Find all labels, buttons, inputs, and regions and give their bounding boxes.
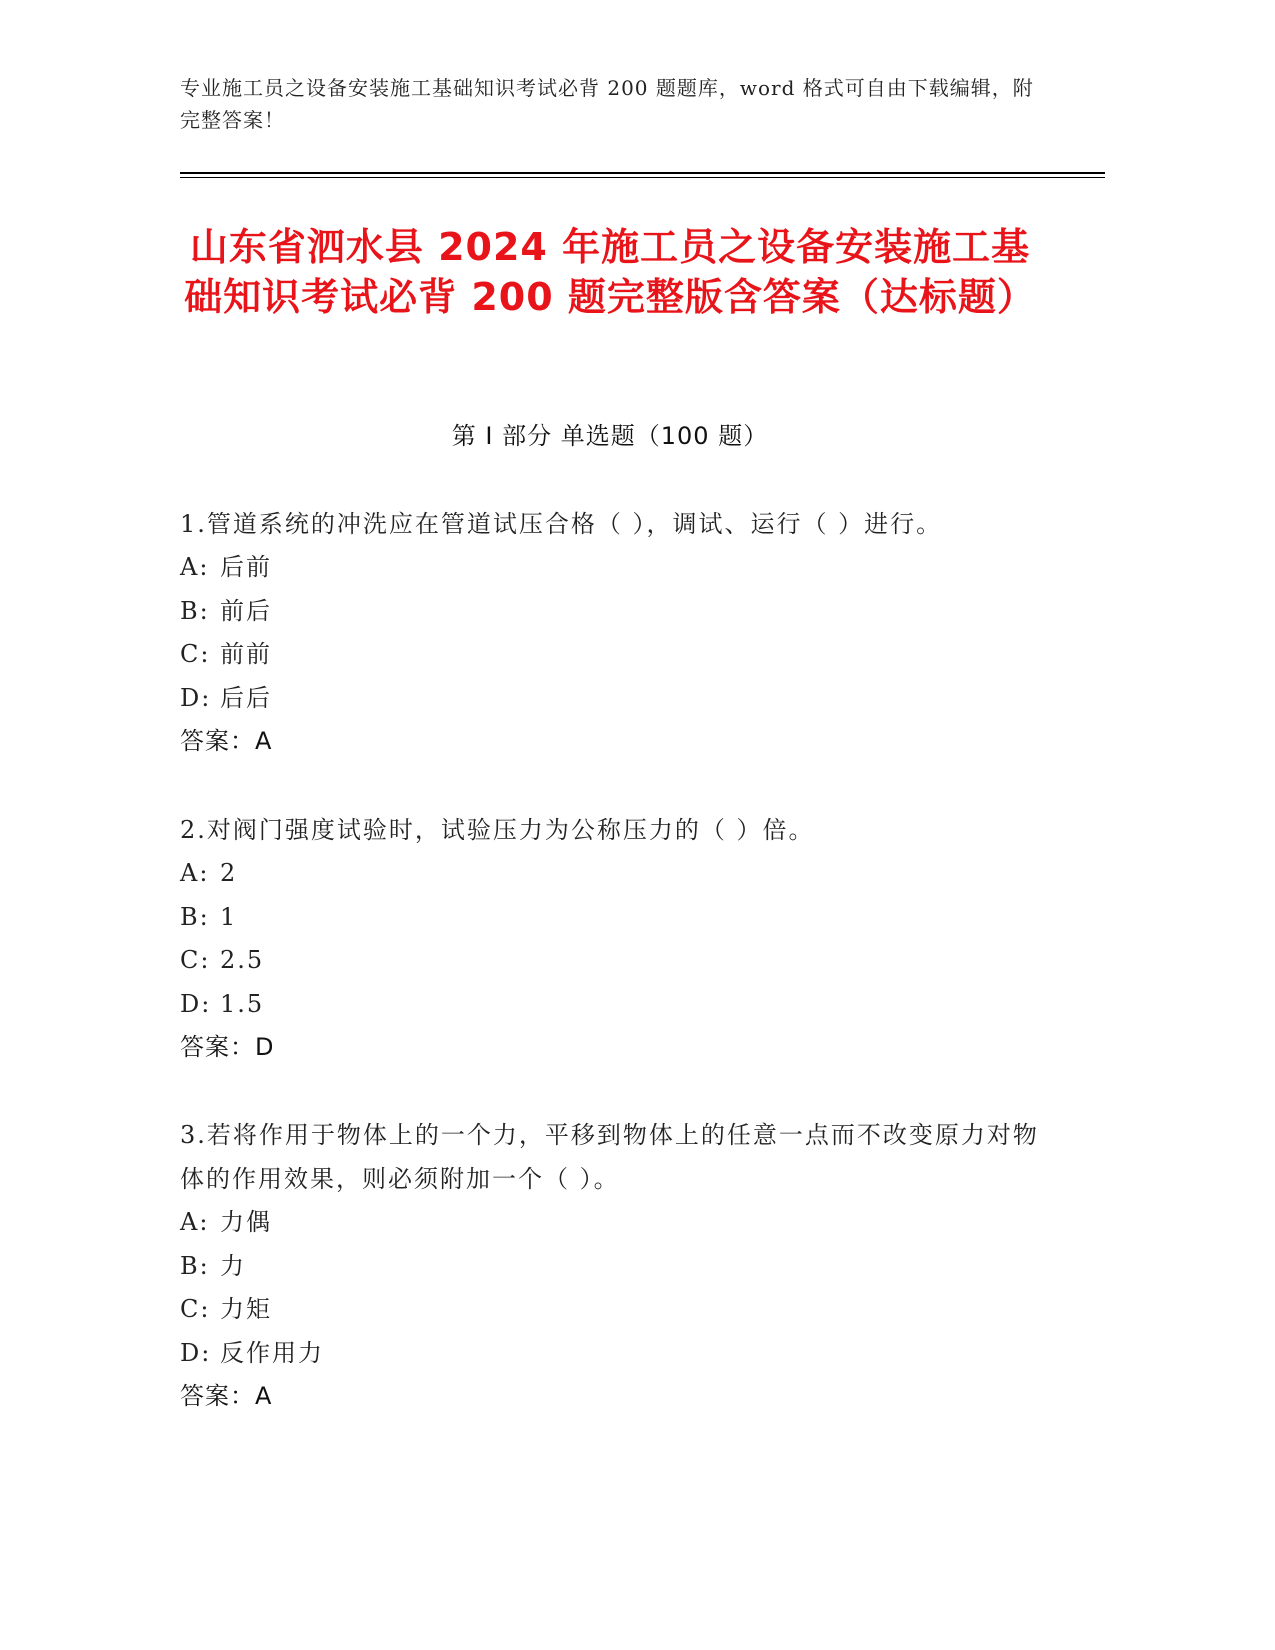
option-text: 反作用力 bbox=[220, 1338, 324, 1367]
option-label: C: bbox=[180, 1295, 211, 1323]
option-label: C: bbox=[180, 946, 211, 974]
option-text: 2 bbox=[220, 859, 238, 887]
option-label: D: bbox=[180, 683, 212, 712]
question-3 bbox=[180, 1113, 1040, 1419]
option-text: 力偶 bbox=[220, 1208, 272, 1236]
option-label: A: bbox=[180, 859, 210, 887]
question-stem: 2.对阀门强度试验时，试验压力为公称压力的（ ）倍。 bbox=[180, 816, 815, 844]
option-c bbox=[180, 633, 1040, 677]
question-2 bbox=[180, 808, 1040, 1070]
option-label: D: bbox=[180, 989, 212, 1018]
option-d bbox=[180, 1332, 1040, 1376]
option-d bbox=[180, 983, 1040, 1027]
option-b bbox=[180, 896, 1040, 940]
option-text: 力矩 bbox=[220, 1295, 272, 1323]
option-label: A: bbox=[180, 553, 210, 581]
option-label: B: bbox=[180, 1251, 210, 1280]
option-a bbox=[180, 1201, 1040, 1245]
question-stem: 3.若将作用于物体上的一个力，平移到物体上的任意一点而不改变原力对物体的作用效果，则必须附加一个（ ）。 bbox=[180, 1121, 1039, 1193]
header-note: 专业施工员之设备安装施工基础知识考试必背 200 题题库，word 格式可自由下载编辑，附完整答案！ bbox=[180, 76, 1034, 132]
answer: 答案：A bbox=[180, 1382, 273, 1410]
question-stem: 1.管道系统的冲洗应在管道试压合格（ ），调试、运行（ ）进行。 bbox=[180, 510, 943, 538]
header-rule-thick bbox=[180, 172, 1105, 174]
option-label: C: bbox=[180, 640, 211, 668]
option-d bbox=[180, 677, 1040, 721]
option-text: 1.5 bbox=[220, 989, 265, 1018]
option-a bbox=[180, 852, 1040, 896]
option-text: 力 bbox=[220, 1251, 246, 1280]
option-text: 前后 bbox=[220, 596, 272, 625]
question-1 bbox=[180, 502, 1040, 764]
option-text: 2.5 bbox=[220, 946, 265, 974]
option-label: B: bbox=[180, 596, 210, 625]
option-text: 1 bbox=[220, 902, 238, 931]
option-c bbox=[180, 939, 1040, 983]
option-b bbox=[180, 1245, 1040, 1289]
answer: 答案：A bbox=[180, 727, 273, 755]
option-a bbox=[180, 546, 1040, 590]
option-label: B: bbox=[180, 902, 210, 931]
option-label: A: bbox=[180, 1208, 210, 1236]
header-rule-thin bbox=[180, 177, 1105, 178]
option-c bbox=[180, 1288, 1040, 1332]
option-text: 后后 bbox=[220, 683, 272, 712]
option-label: D: bbox=[180, 1338, 212, 1367]
option-text: 后前 bbox=[220, 553, 272, 581]
option-text: 前前 bbox=[220, 640, 272, 668]
answer: 答案：D bbox=[180, 1033, 275, 1061]
section-heading: 第 I 部分 单选题（100 题） bbox=[451, 422, 769, 450]
document-title: 山东省泗水县 2024 年施工员之设备安装施工基础知识考试必背 200 题完整版含答案（达标题） bbox=[184, 225, 1036, 319]
option-b bbox=[180, 590, 1040, 634]
